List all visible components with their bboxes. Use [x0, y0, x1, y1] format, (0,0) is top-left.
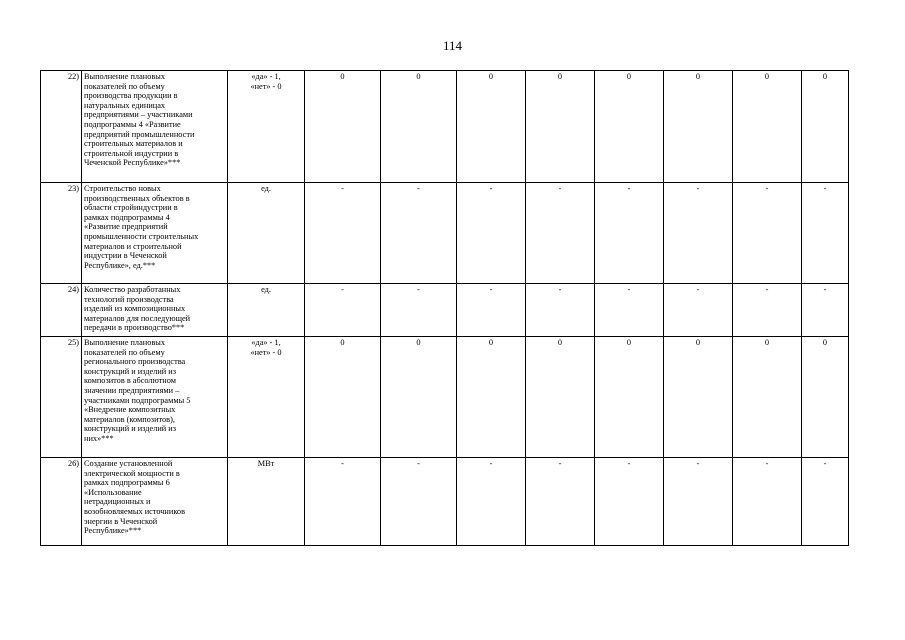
value-cell: 0	[457, 337, 526, 458]
value-cell: 0	[457, 71, 526, 183]
value-cell: -	[381, 183, 457, 284]
table-row	[41, 337, 849, 458]
value-cell: 0	[305, 337, 381, 458]
indicator-description: Количество разработанных технологий производства изделий из композиционных материалов для последующей передачи в производство***	[82, 284, 228, 337]
table-row	[41, 71, 849, 183]
value-cell: 0	[526, 337, 595, 458]
value-cell: 0	[802, 337, 849, 458]
row-number: 23)	[41, 183, 82, 284]
unit-cell: «да» - 1, «нет» - 0	[228, 71, 305, 183]
value-cell: 0	[664, 337, 733, 458]
value-cell: -	[457, 458, 526, 546]
indicator-description: Создание установленной электрической мощности в рамках подпрограммы 6 «Использование нетрадиционных и возобновляемых источников энергии в Чеченской Республике»***	[82, 458, 228, 546]
value-cell: -	[381, 458, 457, 546]
value-cell: -	[802, 284, 849, 337]
table-row	[41, 458, 849, 546]
value-cell: -	[526, 284, 595, 337]
value-cell: 0	[802, 71, 849, 183]
value-cell: -	[526, 458, 595, 546]
value-cell: 0	[664, 71, 733, 183]
table-row	[41, 284, 849, 337]
value-cell: 0	[595, 337, 664, 458]
value-cell: -	[802, 183, 849, 284]
value-cell: -	[733, 458, 802, 546]
value-cell: 0	[595, 71, 664, 183]
value-cell: 0	[381, 71, 457, 183]
value-cell: -	[305, 183, 381, 284]
unit-cell: ед.	[228, 284, 305, 337]
value-cell: 0	[733, 71, 802, 183]
value-cell: -	[733, 183, 802, 284]
value-cell: -	[457, 183, 526, 284]
value-cell: -	[305, 458, 381, 546]
value-cell: -	[595, 284, 664, 337]
row-number: 22)	[41, 71, 82, 183]
value-cell: 0	[526, 71, 595, 183]
page-number: 114	[442, 38, 463, 53]
indicator-description: Строительство новых производственных объектов в области стройиндустрии в рамках подпрограммы 4 «Развитие предприятий промышленности строительных материалов и строительной индустрии в Чеченской Республике», ед.***	[82, 183, 228, 284]
value-cell: -	[457, 284, 526, 337]
row-number: 25)	[41, 337, 82, 458]
value-cell: -	[664, 284, 733, 337]
row-number: 24)	[41, 284, 82, 337]
row-number: 26)	[41, 458, 82, 546]
value-cell: -	[305, 284, 381, 337]
table-row	[41, 183, 849, 284]
value-cell: -	[595, 458, 664, 546]
indicators-table	[40, 70, 849, 546]
value-cell: 0	[381, 337, 457, 458]
value-cell: -	[664, 183, 733, 284]
value-cell: -	[381, 284, 457, 337]
value-cell: -	[595, 183, 664, 284]
value-cell: 0	[305, 71, 381, 183]
unit-cell: МВт	[228, 458, 305, 546]
unit-cell: «да» - 1, «нет» - 0	[228, 337, 305, 458]
indicator-description: Выполнение плановых показателей по объему регионального производства конструкций и изделий из композитов в абсолютном значении предприятиями – участниками подпрограммы 5 «Внедрение композитных материалов (композитов), конструкций и изделий из них»***	[82, 337, 228, 458]
value-cell: -	[733, 284, 802, 337]
value-cell: -	[802, 458, 849, 546]
value-cell: -	[664, 458, 733, 546]
value-cell: -	[526, 183, 595, 284]
unit-cell: ед.	[228, 183, 305, 284]
value-cell: 0	[733, 337, 802, 458]
indicator-description: Выполнение плановых показателей по объему производства продукции в натуральных единицах предприятиями – участниками подпрограммы 4 «Развитие предприятий промышленности строительных материалов и строительной индустрии в Чеченской Республике»***	[82, 71, 228, 183]
